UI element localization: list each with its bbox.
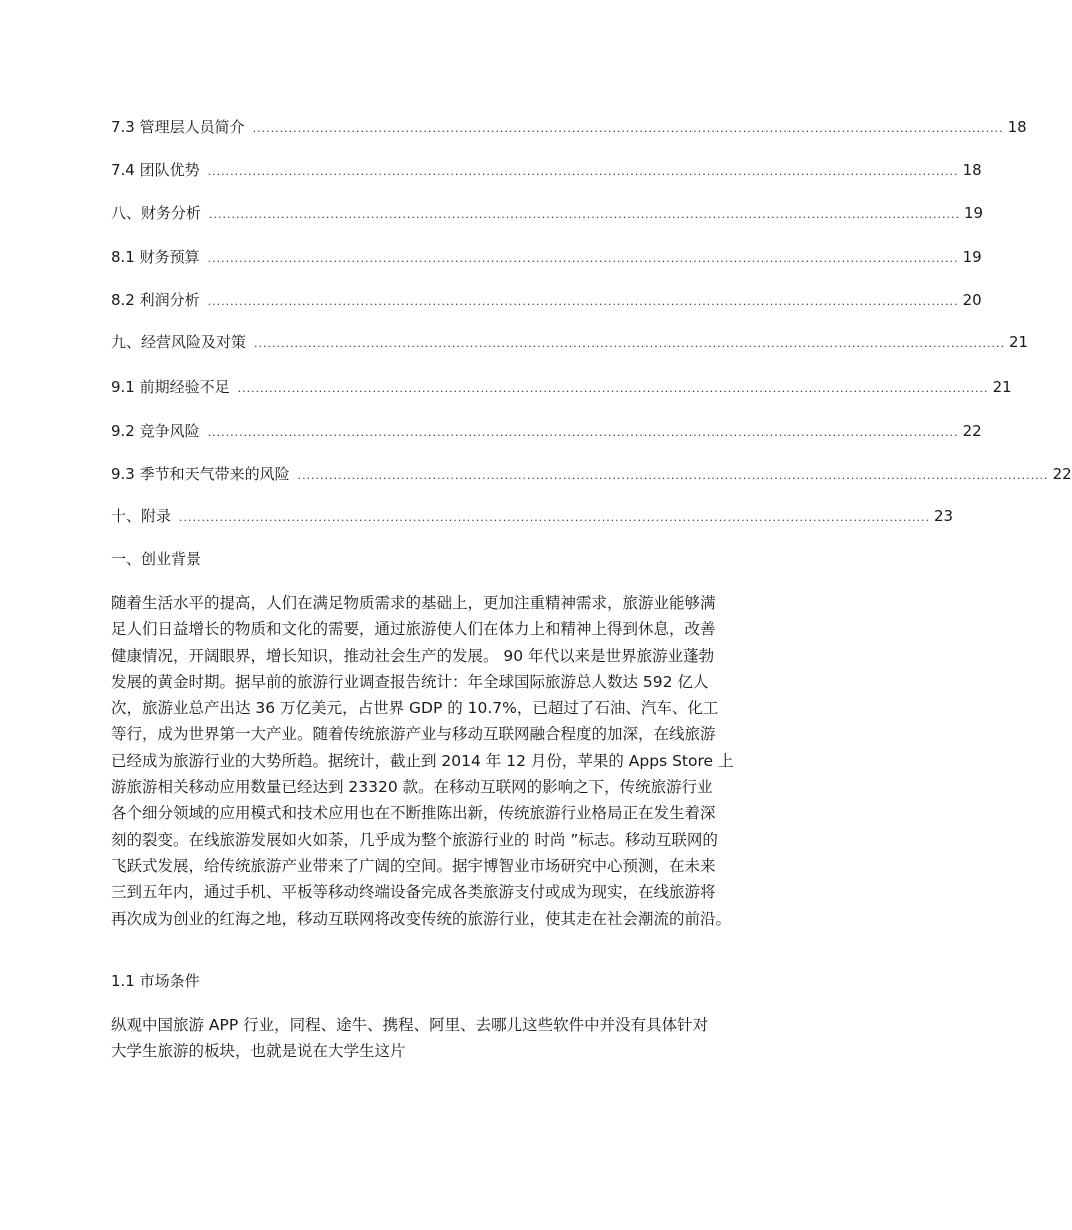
paragraph-line: 各个细分领域的应用模式和技术应用也在不断推陈出新，传统旅游行业格局正在发生着深 [111,804,716,823]
paragraph-line: 飞跃式发展，给传统旅游产业带来了广阔的空间。据宇博智业市场研究中心预测，在未来 [111,856,716,875]
toc-entry-page: 18 [962,161,982,179]
toc-leader-dots: ....................................................................................................................................................................... [207,165,959,178]
paragraph-line: 已经成为旅游行业的大势所趋。据统计，截止到 2014 年 12 月份，苹果的 Apps Store 上 [111,751,734,770]
paragraph-line: 随着生活水平的提高，人们在满足物质需求的基础上，更加注重精神需求，旅游业能够满 [111,594,716,612]
body-paragraph [111,1012,841,1065]
toc-leader-dots: ....................................................................................................................................................................... [207,426,959,439]
table-of-contents [0,0,1072,540]
paragraph-line: 再次成为创业的红海之地，移动互联网将改变传统的旅游行业，使其走在社会潮流的前沿。 [111,909,732,928]
paragraph-line: 游旅游相关移动应用数量已经达到 23320 款。在移动互联网的影响之下，传统旅游行业 [111,778,713,797]
toc-leader-dots: ....................................................................................................................................................................... [252,122,1004,135]
paragraph-line: 足人们日益增长的物质和文化的需要，通过旅游使人们在体力上和精神上得到休息，改善 [111,620,716,639]
section-heading: 一、创业背景 [111,550,202,568]
toc-entry-page: 19 [963,204,984,222]
toc-entry[interactable] [111,159,982,181]
toc-entry-title: 九、经营风险及对策 [111,333,247,351]
toc-entry[interactable] [111,246,982,268]
toc-entry-page: 20 [962,291,982,309]
toc-entry[interactable] [111,289,982,311]
paragraph-line: 大学生旅游的板块，也就是说在大学生这片 [111,1042,406,1061]
paragraph-line: 刻的裂变。在线旅游发展如火如荼，几乎成为整个旅游行业的 时尚 ”标志。移动互联网的 [111,830,718,849]
toc-entry[interactable] [111,463,1072,485]
toc-entry-title: 8.2 利润分析 [111,291,200,309]
toc-entry-title: 9.2 竞争风险 [111,422,200,440]
paragraph-line: 等行，成为世界第一大产业。随着传统旅游产业与移动互联网融合程度的加深，在线旅游 [111,725,716,744]
toc-leader-dots: ....................................................................................................................................................................... [237,382,989,395]
paragraph-line: 健康情况，开阔眼界，增长知识，推动社会生产的发展。 90 年代以来是世界旅游业蓬勃 [111,646,715,665]
toc-entry-title: 十、附录 [111,507,172,525]
toc-entry-page: 22 [962,422,982,440]
toc-entry-page: 19 [962,248,982,266]
toc-entry-page: 21 [1008,333,1029,351]
toc-entry-page: 18 [1007,118,1027,136]
toc-leader-dots: ....................................................................................................................................................................... [179,511,930,524]
toc-leader-dots: ....................................................................................................................................................................... [209,208,960,221]
paragraph-line: 三到五年内，通过手机、平板等移动终端设备完成各类旅游支付或成为现实，在线旅游将 [111,883,716,902]
paragraph-line: 发展的黄金时期。据早前的旅游行业调查报告统计：年全球国际旅游总人数达 592 亿人 [111,672,709,691]
toc-entry[interactable] [111,505,954,527]
paragraph-line: 次，旅游业总产出达 36 万亿美元，占世界 GDP 的 10.7%，已超过了石油、汽车、化工 [111,699,719,718]
toc-entry-title: 8.1 财务预算 [111,248,200,266]
toc-entry[interactable] [111,331,1029,353]
toc-entry-title: 9.3 季节和天气带来的风险 [111,465,290,483]
toc-entry-page: 21 [992,378,1012,396]
toc-entry-title: 八、财务分析 [111,204,202,222]
toc-entry-title: 9.1 前期经验不足 [111,378,230,396]
toc-entry[interactable] [111,420,982,442]
toc-leader-dots: ....................................................................................................................................................................... [207,295,959,308]
toc-entry[interactable] [111,202,984,224]
toc-leader-dots: ....................................................................................................................................................................... [207,252,959,265]
toc-entry[interactable] [111,376,1012,398]
body-paragraph [111,590,841,932]
subsection-heading: 1.1 市场条件 [111,972,200,990]
toc-leader-dots: ....................................................................................................................................................................... [297,469,1049,482]
toc-entry-title: 7.4 团队优势 [111,161,200,179]
toc-entry-page: 23 [933,507,954,525]
toc-entry[interactable] [111,116,1027,138]
toc-entry-page: 22 [1052,465,1072,483]
paragraph-line: 纵观中国旅游 APP 行业，同程、途牛、携程、阿里、去哪儿这些软件中并没有具体针对 [111,1016,709,1034]
toc-entry-title: 7.3 管理层人员简介 [111,118,245,136]
toc-leader-dots: ....................................................................................................................................................................... [254,337,1005,350]
